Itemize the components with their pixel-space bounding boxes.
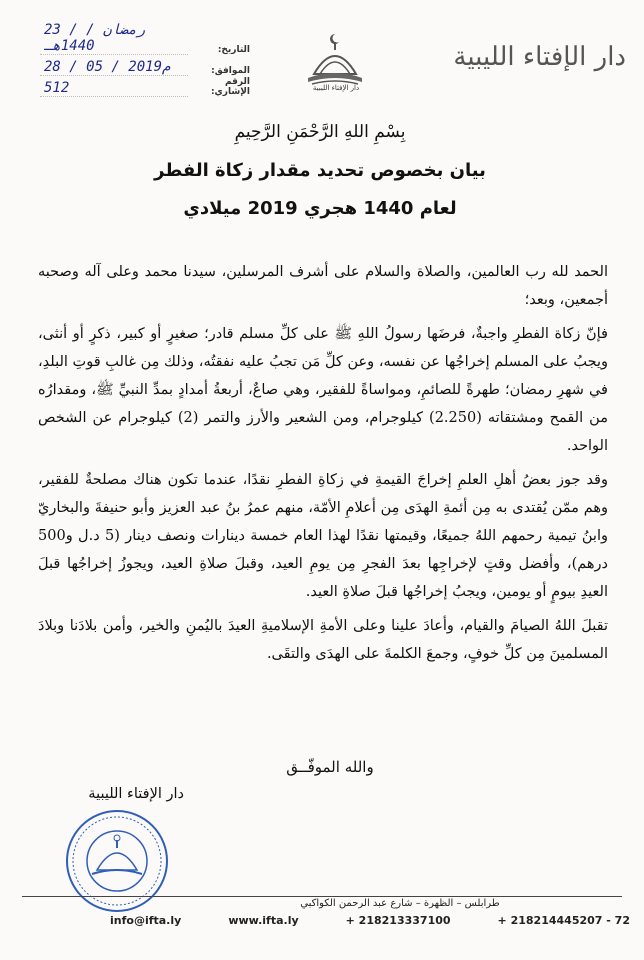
paragraph-prayer: تقبلَ اللهُ الصيامَ والقيام، وأعادَ علينا وعلى الأمةِ الإسلاميةِ العيدَ باليُمنِ والخير، وأمن بلادَنا وبلادَ المسلمينَ مِن كلِّ خوفٍ، وجمعَ الكلمةَ على الهدَى والتقَى.: [38, 618, 608, 662]
basmala: بِسْمِ اللهِ الرَّحْمَنِ الرَّحِيمِ: [234, 122, 406, 142]
closing-phrase: والله الموفّــق: [286, 758, 374, 776]
footer-website: www.ifta.ly: [228, 914, 299, 927]
footer-phone-1: + 218213337100: [345, 914, 451, 927]
meta-ref-value: 512: [40, 80, 188, 97]
footer-address: طرابلس – الظهرة – شارع عبد الرحمن الكواكبي: [300, 898, 500, 909]
footer-phone-2: + 218214445207 - 72: [497, 914, 630, 927]
logo-caption: دار الإفتاء الليبية: [312, 84, 360, 92]
signature-line: دار الإفتاء الليبية: [88, 786, 184, 802]
footer-email: info@ifta.ly: [110, 914, 182, 927]
meta-date-row: [40, 22, 250, 55]
meta-gregorian-label: الموافق:: [211, 66, 250, 76]
brand-wordmark: دار الإفتاء الليبية: [453, 42, 626, 72]
statement-year: لعام 1440 هجري 2019 ميلادي: [183, 198, 457, 219]
statement-title: بيان بخصوص تحديد مقدار زكاة الفطر: [154, 160, 486, 181]
official-seal-stamp: [62, 806, 172, 916]
meta-date-value: 23 / رمضان / 1440هـ: [40, 22, 188, 55]
paragraph-obligation: فإنّ زكاة الفطرِ واجبةٌ، فرضَها رسولُ اللهِ ﷺ على كلِّ مسلم قادر؛ صغيرٍ أو كبير، ذكرٍ أو أنثى، ويجبُ على المسلم إخراجُها عن نفسه، وعن كلِّ مَن تجبُ عليه نفقتُه، وذلك مِن غالبِ قوتِ البلدِ، في شهرِ رمضان؛ طهرةً للصائمِ، ومواساةً للفقير، وهي صاعٌ، أربعةُ أمدادٍ بمدِّ النبيِّ ﷺ، ومقدارُه من القمح ومشتقاته (2.250) كيلوجرام، ومن الشعير والأرز والتمر (2) كيلوجرام عن الشخص الواحد.: [38, 326, 608, 454]
meta-ref-label: الرقم الإشاري:: [210, 77, 250, 97]
footer-contacts: [110, 914, 630, 927]
letter-meta: [40, 22, 250, 97]
meta-ref-row: [40, 76, 250, 97]
meta-gregorian-value: 28 / 05 / 2019م: [40, 59, 188, 76]
paragraph-opening: الحمد لله رب العالمين، والصلاة والسلام على أشرف المرسلين، سيدنا محمد وعلى آله وصحبه أجمعين، وبعد؛: [38, 264, 608, 308]
statement-body: [38, 258, 608, 674]
meta-date-label: التاريخ:: [217, 45, 250, 55]
meta-gregorian-row: [40, 55, 250, 76]
paragraph-cash-value: وقد جوز بعضُ أهلِ العلمِ إخراجَ القيمةِ في زكاةِ الفطرِ نقدًا، عندما تكون هناك مصلحةٌ للفقير، وهم ممّن يُقتدى به مِن أئمةِ الهدَى مِن أعلامِ الأمّة، منهم عمرُ بنُ عبد العزيز وأبو حنيفةَ والبخاريّ وابنُ تيمية رحمهم اللهُ جميعًا، وقيمتها نقدًا لهذا العام خمسة دينارات ونصف دينار (5 د.ل و500 درهم)، وأفضل وقتٍ لإخراجِها بعدَ الفجرِ مِن يومِ العيد، وقبلَ صلاةِ العيد، ويجوزُ إخراجُها قبلَ العيدِ بيومٍ أو يومين، ويجبُ إخراجُها قبلَ صلاةِ العيد.: [38, 472, 608, 600]
footer-divider: [22, 896, 622, 897]
